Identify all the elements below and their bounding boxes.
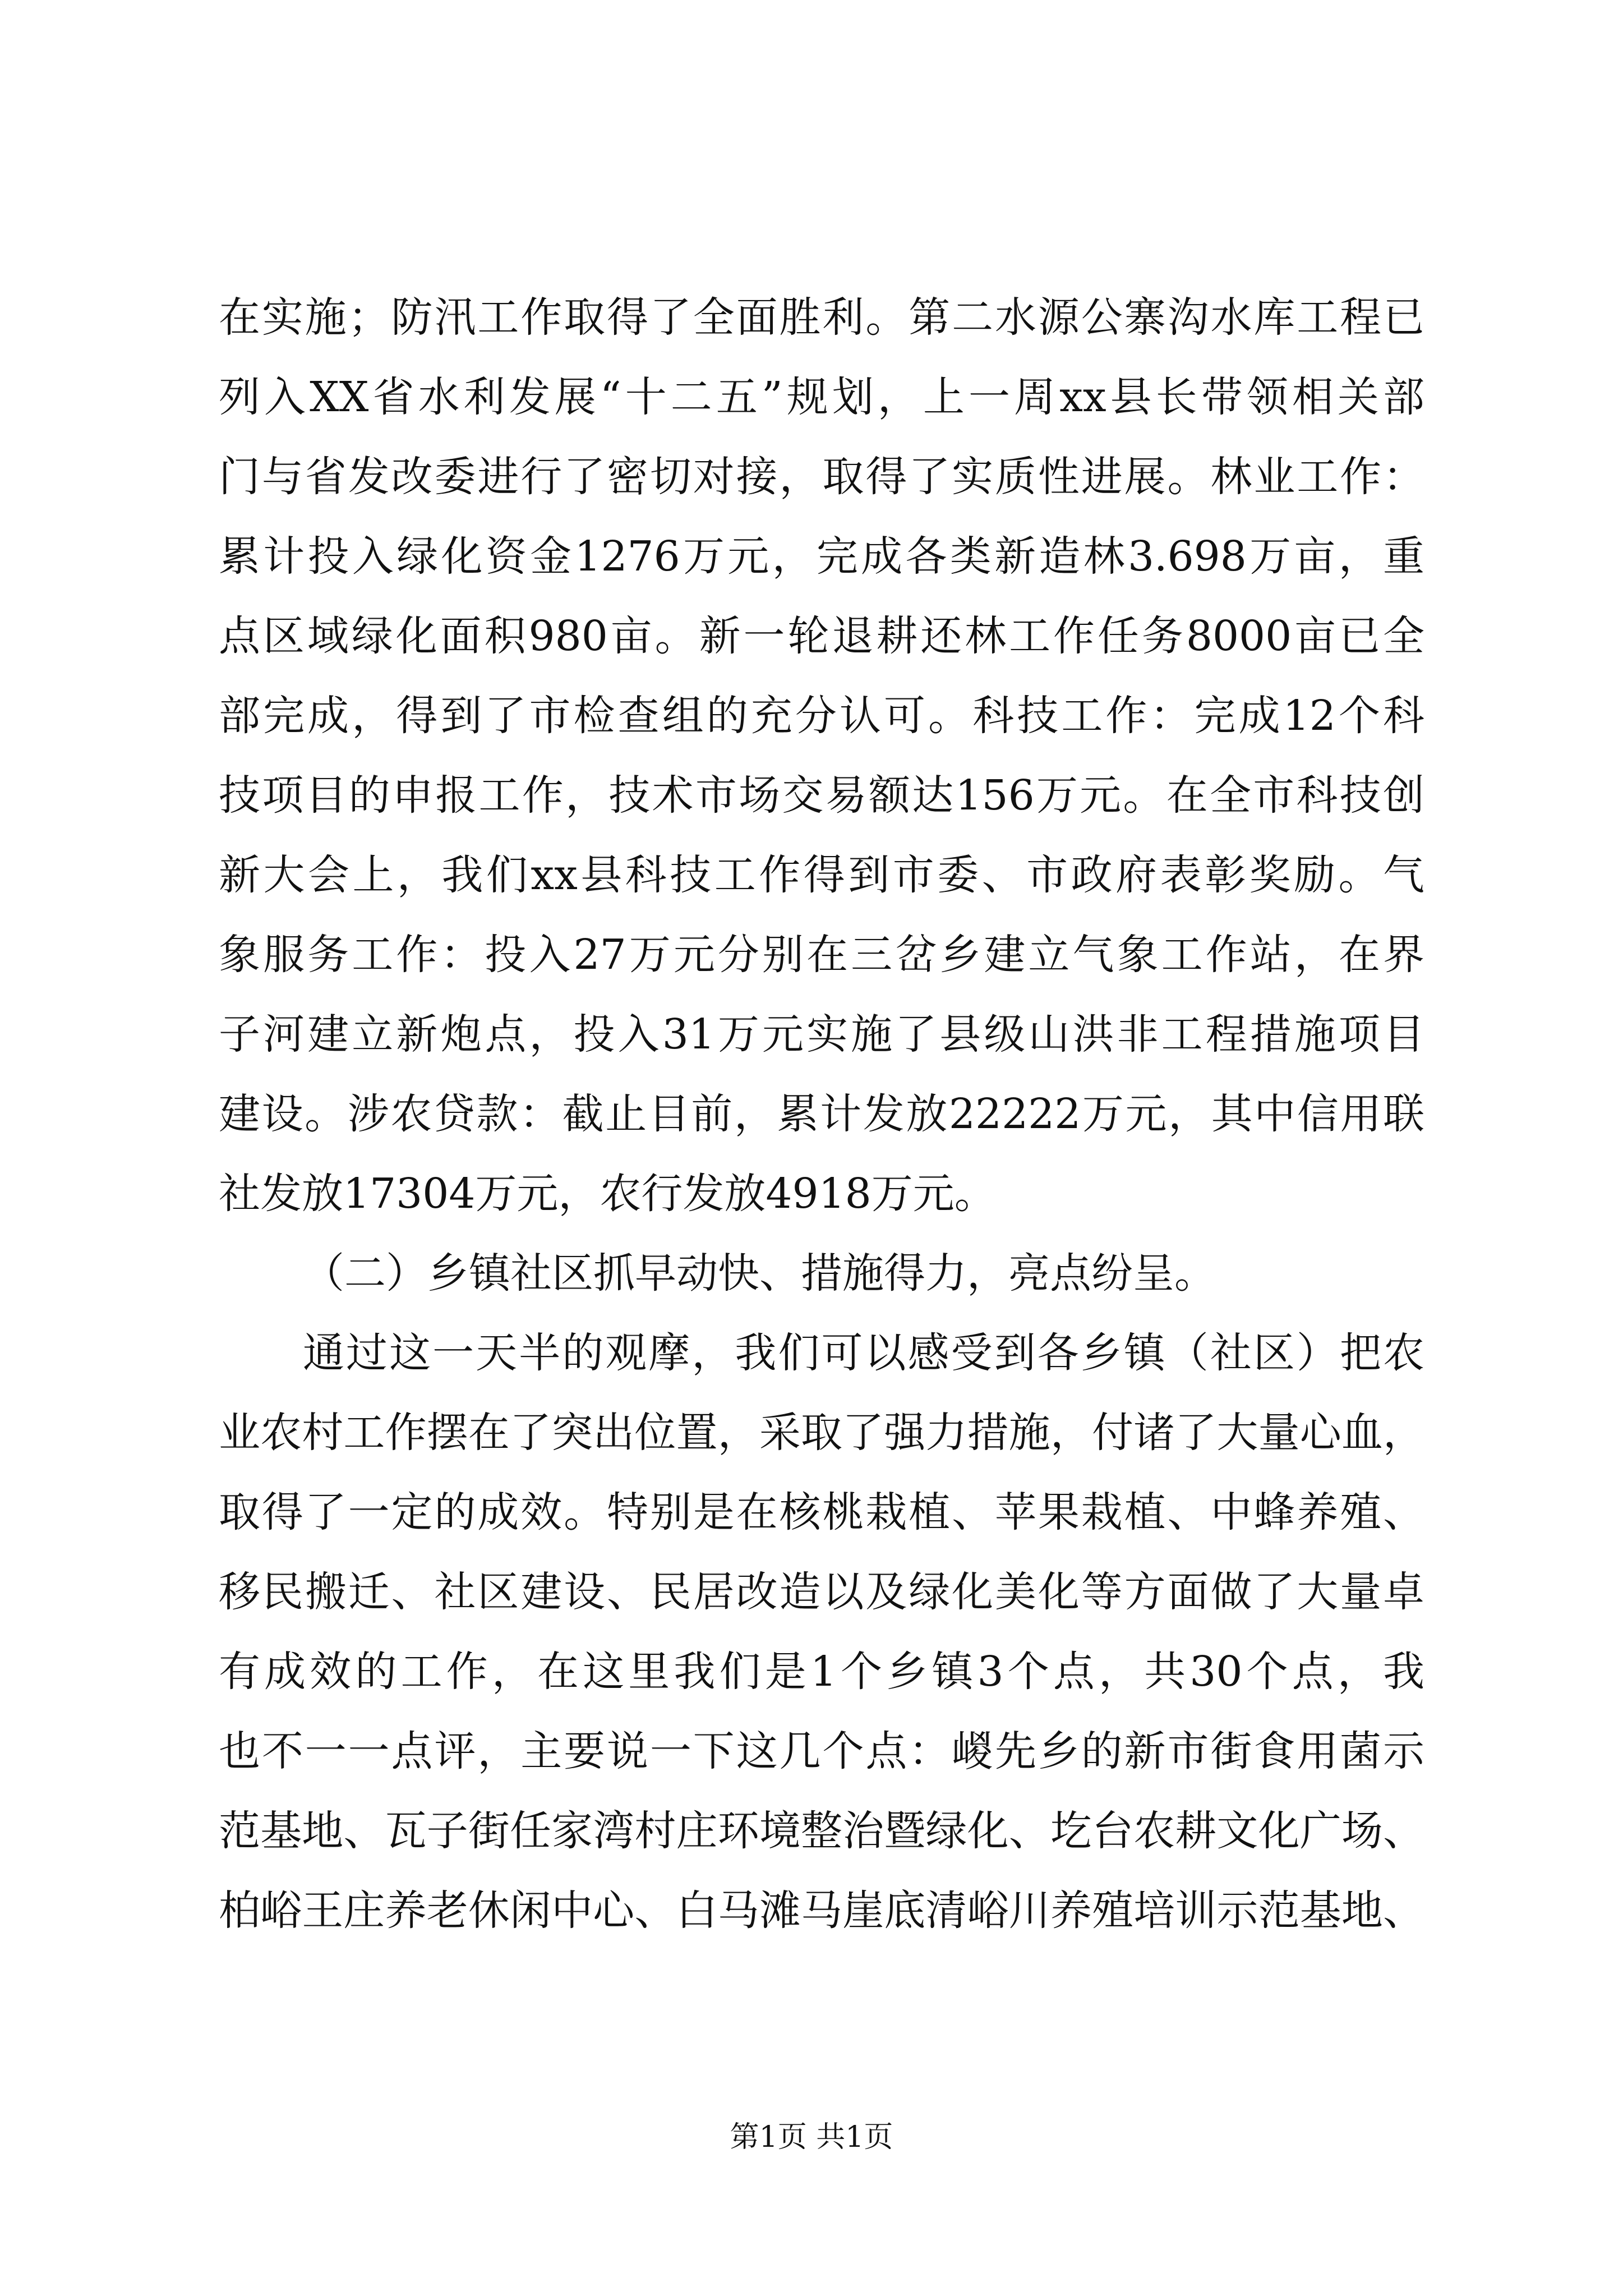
text-line: 在实施；防汛工作取得了全面胜利。第二水源公寨沟水库工程已 bbox=[219, 293, 1424, 342]
text-line: 社发放17304万元，农行发放4918万元。 bbox=[219, 1170, 996, 1218]
text-line: 新大会上，我们xx县科技工作得到市委、市政府表彰奖励。气 bbox=[219, 851, 1424, 899]
text-line: 业农村工作摆在了突出位置，采取了强力措施，付诸了大量心血， bbox=[219, 1409, 1424, 1457]
text-line: 门与省发改委进行了密切对接，取得了实质性进展。林业工作： bbox=[219, 453, 1424, 501]
text-line: 象服务工作：投入27万元分别在三岔乡建立气象工作站，在界 bbox=[219, 931, 1424, 979]
text-line: 柏峪王庄养老休闲中心、白马滩马崖底清峪川养殖培训示范基地、 bbox=[219, 1887, 1424, 1935]
text-line: 列入XX省水利发展“十二五”规划，上一周xx县长带领相关部 bbox=[219, 373, 1424, 421]
text-line: 点区域绿化面积980亩。新一轮退耕还林工作任务8000亩已全 bbox=[219, 612, 1424, 660]
text-line: 移民搬迁、社区建设、民居改造以及绿化美化等方面做了大量卓 bbox=[219, 1568, 1424, 1616]
text-line: 子河建立新炮点，投入31万元实施了县级山洪非工程措施项目 bbox=[219, 1010, 1424, 1059]
text-line: 技项目的申报工作，技术市场交易额达156万元。在全市科技创 bbox=[219, 771, 1424, 820]
text-line: 累计投入绿化资金1276万元，完成各类新造林3.698万亩，重 bbox=[219, 532, 1424, 581]
text-line: 范基地、瓦子街任家湾村庄环境整治暨绿化、圪台农耕文化广场、 bbox=[219, 1807, 1424, 1855]
body-text bbox=[219, 278, 1424, 1950]
text-line: 通过这一天半的观摩，我们可以感受到各乡镇（社区）把农 bbox=[303, 1329, 1424, 1377]
text-line: 也不一一点评，主要说一下这几个点：嵕先乡的新市街食用菌示 bbox=[219, 1727, 1424, 1775]
text-line: 取得了一定的成效。特别是在核桃栽植、苹果栽植、中蜂养殖、 bbox=[219, 1488, 1424, 1536]
text-line: 有成效的工作，在这里我们是1个乡镇3个点，共30个点，我 bbox=[219, 1648, 1424, 1696]
page-footer: 第1页 共1页 bbox=[730, 2120, 893, 2154]
text-line: 部完成，得到了市检查组的充分认可。科技工作：完成12个科 bbox=[219, 692, 1424, 740]
section-heading: （二）乡镇社区抓早动快、措施得力，亮点纷呈。 bbox=[303, 1249, 1216, 1297]
text-line: 建设。涉农贷款：截止目前，累计发放22222万元，其中信用联 bbox=[219, 1090, 1424, 1138]
